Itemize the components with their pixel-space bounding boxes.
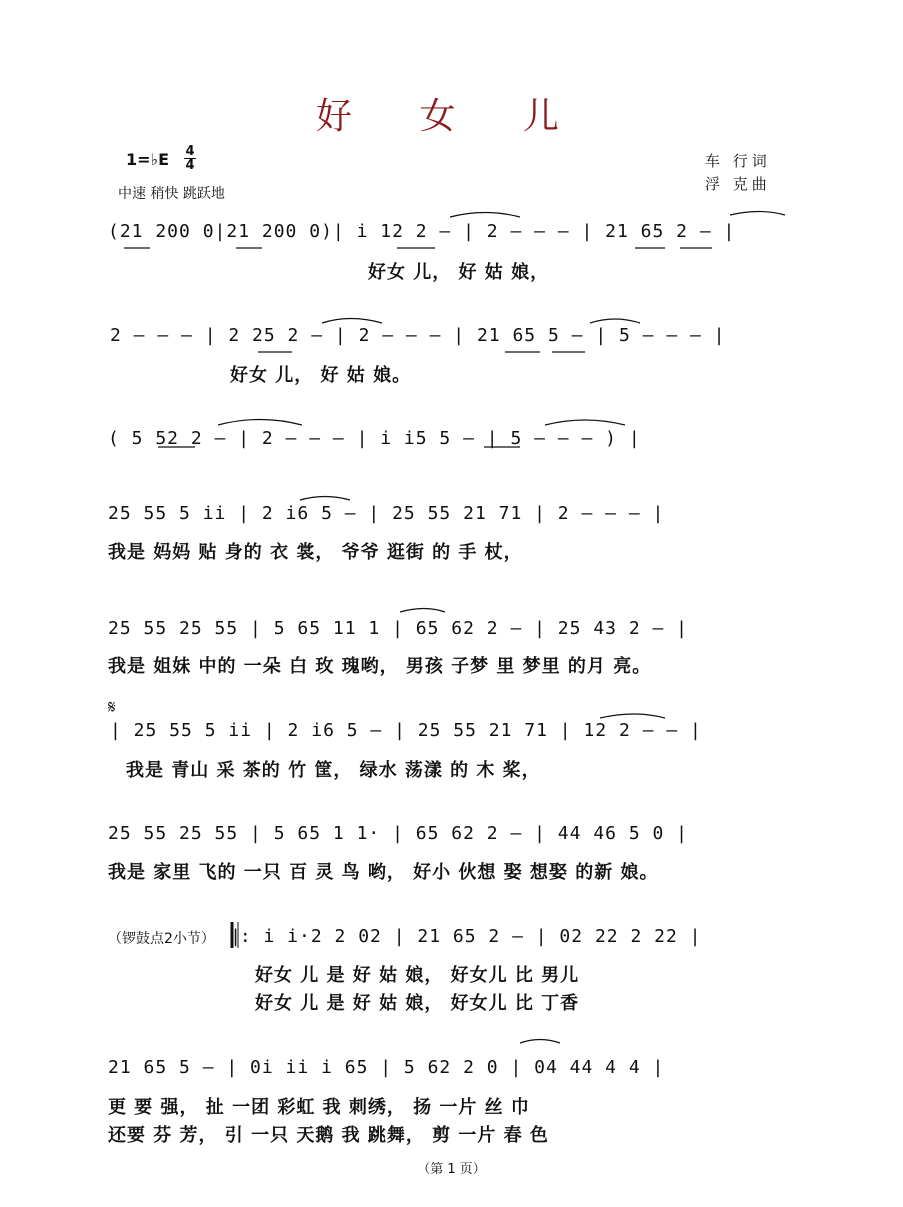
lyrics-line-9a: 更 要 强， 扯 一团 彩虹 我 刺绣， 扬 一片 丝 巾	[108, 1097, 530, 1118]
lyrics-line-9b: 还要 芬 芳， 引 一只 天鹅 我 跳舞， 剪 一片 春 色	[108, 1125, 549, 1146]
slur-arc	[590, 319, 640, 323]
lyrics-line-4: 我是 妈妈 贴 身的 衣 裳， 爷爷 逛街 的 手 杖，	[108, 542, 523, 563]
tempo-marking: 中速 稍快 跳跃地	[118, 186, 225, 202]
lyrics-line-5: 我是 姐妹 中的 一朵 白 玫 瑰哟， 男孩 子梦 里 梦里 的月 亮。	[108, 656, 652, 677]
slur-arc	[218, 420, 302, 426]
notation-line-1: (21 200 0|21 200 0)| i 12 2 – | 2 – – – | 21 65 2 – |	[108, 221, 736, 242]
segno-sign: 𝄋	[108, 697, 116, 718]
page-footer: （第 1 页）	[417, 1162, 486, 1177]
notation-line-5: 25 55 25 55 | 5 65 11 1 | 65 62 2 – | 25 43 2 – |	[108, 618, 689, 639]
slur-arc	[450, 213, 520, 218]
slur-arc	[545, 420, 625, 425]
lyricist-credit: 车 行词	[705, 152, 771, 170]
notation-line-4: 25 55 5 ii | 2 i6 5 – | 25 55 21 71 | 2 – – – |	[108, 503, 665, 524]
notation-line-2: 2 – – – | 2 25 2 – | 2 – – – | 21 65 5 – | 5 – – – |	[110, 325, 726, 346]
notation-line-8: ‖: i i·2 2 02 | 21 65 2 – | 02 22 2 22 |	[228, 926, 702, 947]
lyrics-line-8b: 好女 儿 是 好 姑 娘， 好女儿 比 丁香	[255, 993, 580, 1014]
lyrics-line-6: 我是 青山 采 茶的 竹 筐， 绿水 荡漾 的 木 桨，	[126, 760, 541, 781]
slur-arc	[600, 714, 665, 718]
notation-line-9: 21 65 5 – | 0i ii i 65 | 5 62 2 0 | 04 44 4 4 |	[108, 1057, 665, 1078]
song-title: 好 女 儿	[316, 96, 587, 137]
lyrics-line-2: 好女 儿， 好 姑 娘。	[230, 365, 412, 386]
lyrics-line-7: 我是 家里 飞的 一只 百 灵 鸟 哟， 好小 伙想 娶 想娶 的新 娘。	[108, 862, 659, 883]
composer-credit: 浮 克曲	[705, 175, 771, 193]
slur-arc	[322, 319, 382, 324]
lyrics-line-8a: 好女 儿 是 好 姑 娘， 好女儿 比 男儿	[255, 965, 580, 986]
notation-line-7: 25 55 25 55 | 5 65 1 1· | 65 62 2 – | 44 46 5 0 |	[108, 823, 689, 844]
slur-arc	[520, 1040, 560, 1044]
time-sig-top: 4	[185, 144, 195, 159]
notation-line-6: | 25 55 5 ii | 2 i6 5 – | 25 55 21 71 | 12 2 – – |	[110, 720, 702, 741]
key-signature: 1=♭E	[126, 150, 170, 169]
slur-arc	[730, 212, 785, 216]
notation-line-3: ( 5 52 2 – | 2 – – – | i i5 5 – | 5 – – – ) |	[108, 428, 641, 449]
time-sig-bottom: 4	[185, 158, 195, 173]
slur-arc	[400, 609, 445, 613]
lyrics-line-1: 好女 儿， 好 姑 娘，	[368, 262, 550, 283]
percussion-note: （锣鼓点2小节）	[108, 931, 215, 947]
slur-arc	[300, 497, 350, 501]
